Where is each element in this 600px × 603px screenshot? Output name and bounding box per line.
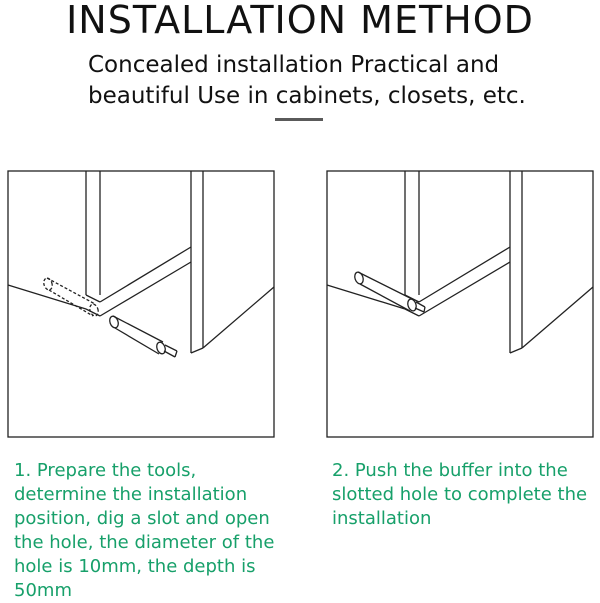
buffer-inserted xyxy=(353,271,425,312)
step-1-illustration xyxy=(7,170,275,438)
buffer-part xyxy=(108,315,177,357)
panel-frame xyxy=(327,171,593,437)
page-subtitle: Concealed installation Practical and beautiful Use in cabinets, closets, etc. xyxy=(88,52,526,109)
step-2-illustration xyxy=(326,170,594,438)
page-title: INSTALLATION METHOD xyxy=(66,0,534,42)
divider-bar xyxy=(275,118,323,121)
step-1-text: 1. Prepare the tools, determine the installation position, dig a slot and open the hole, the diameter of the hole is 10mm, the depth is 50mm xyxy=(14,460,275,601)
panel-frame xyxy=(8,171,274,437)
step-2-text: 2. Push the buffer into the slotted hole to complete the installation xyxy=(332,460,588,529)
